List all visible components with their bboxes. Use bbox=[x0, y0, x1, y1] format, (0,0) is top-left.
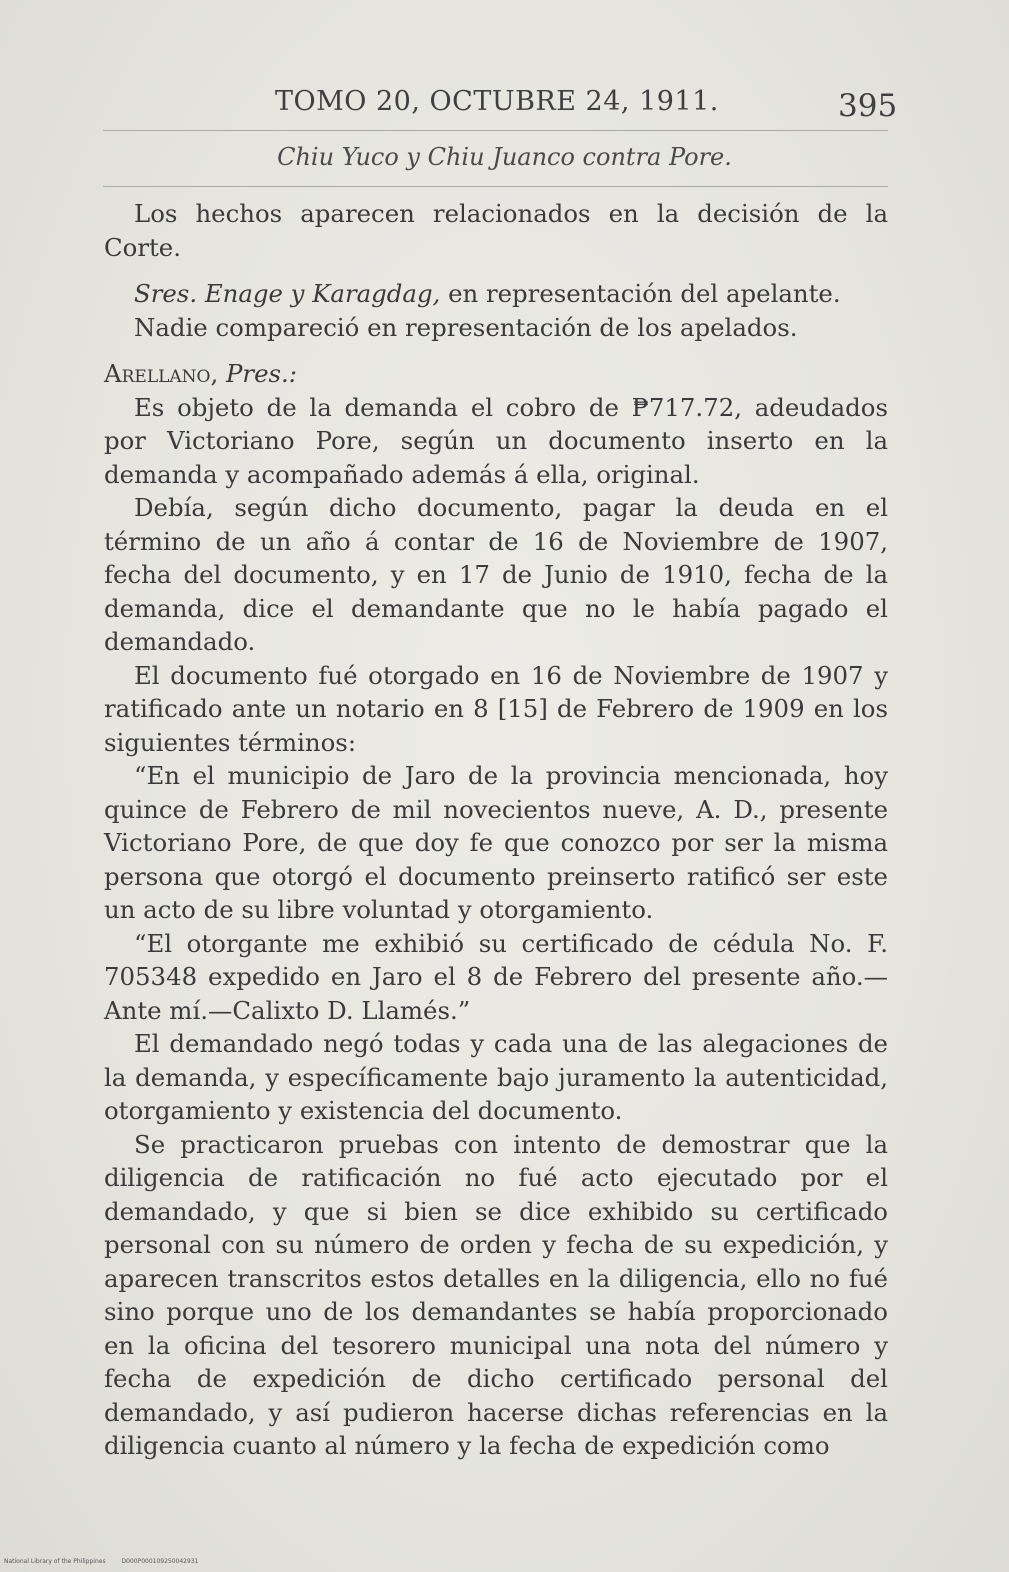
running-header: TOMO 20, OCTUBRE 24, 1911. bbox=[275, 86, 719, 117]
paragraph-terms: Debía, según dicho documento, pagar la deuda en el término de un año á contar de 16 de Noviembre de 1907, fecha del documento, y en 17 de Junio de 1910, fecha de la demanda, dice el demandante que no le había pagado el demandado. bbox=[104, 493, 888, 656]
opinion-author bbox=[104, 357, 888, 391]
case-title: Chiu Yuco y Chiu Juanco contra Pore. bbox=[277, 143, 732, 171]
footer-code: D000P000109250042931 bbox=[121, 1558, 199, 1565]
counsel-role: en representación del apelante. bbox=[440, 279, 841, 308]
scan-footer bbox=[4, 1558, 212, 1565]
paragraph-facts: Los hechos aparecen relacionados en la decisión de la Corte. bbox=[104, 199, 888, 262]
judge-title: Pres.: bbox=[218, 359, 297, 388]
paragraph-execution: El documento fué otorgado en 16 de Noviembre de 1907 y ratificado ante un notario en 8 [15] de Febrero de 1909 en los siguientes términos: bbox=[104, 660, 888, 757]
paragraph-evidence: Se practicaron pruebas con intento de demostrar que la diligencia de ratificación no fué acto ejecutado por el demandado, y que si bien se dice exhibido su certificado personal con su número de orden y fecha de su expedición, y aparecen transcritos estos detalles en la diligencia, ello no fué sino porque uno de los demandantes se había proporcionado en la oficina del tesorero municipal una nota del número y fecha de expedición de dicho certificado personal del demandado, y así pudieron hacerse dichas referencias en la diligencia cuanto al número y la fecha de expedición como bbox=[104, 1129, 888, 1460]
page-number: 395 bbox=[838, 88, 898, 124]
paragraph-quote-certificate: “El otorgante me exhibió su certificado de cédula No. F. 705348 expedido en Jaro el 8 de Febrero del presente año.—Ante mí.—Calixto D. Llamés.” bbox=[104, 928, 888, 1025]
paragraph-counsel-appellant bbox=[104, 277, 888, 311]
footer-library: National Library of the Philippines bbox=[4, 1558, 106, 1565]
paragraph-denial: El demandado negó todas y cada una de las alegaciones de la demanda, y específicamente bajo juramento la autenticidad, otorgamiento y existencia del documento. bbox=[104, 1029, 888, 1125]
header-rule-bottom bbox=[103, 186, 888, 187]
header-rule-top bbox=[103, 130, 888, 131]
paragraph-quote-ratification: “En el municipio de Jaro de la provincia mencionada, hoy quince de Febrero de mil novecientos nueve, A. D., presente Victoriano Pore, de que doy fe que conozco por ser la misma persona que otorgó el documento preinserto ratificó ser este un acto de su libre voluntad y otorgamiento. bbox=[104, 761, 888, 924]
paragraph-object: Es objeto de la demanda el cobro de ₱717.72, adeudados por Victoriano Pore, según un documento inserto en la demanda y acompañado además á ella, original. bbox=[104, 392, 888, 489]
paragraph-counsel-appellees: Nadie compareció en representación de los apelados. bbox=[134, 312, 798, 342]
body-text bbox=[104, 197, 888, 1463]
judge-name: Arellano, bbox=[104, 359, 219, 388]
counsel-names: Sres. Enage y Karagdag, bbox=[134, 279, 441, 308]
